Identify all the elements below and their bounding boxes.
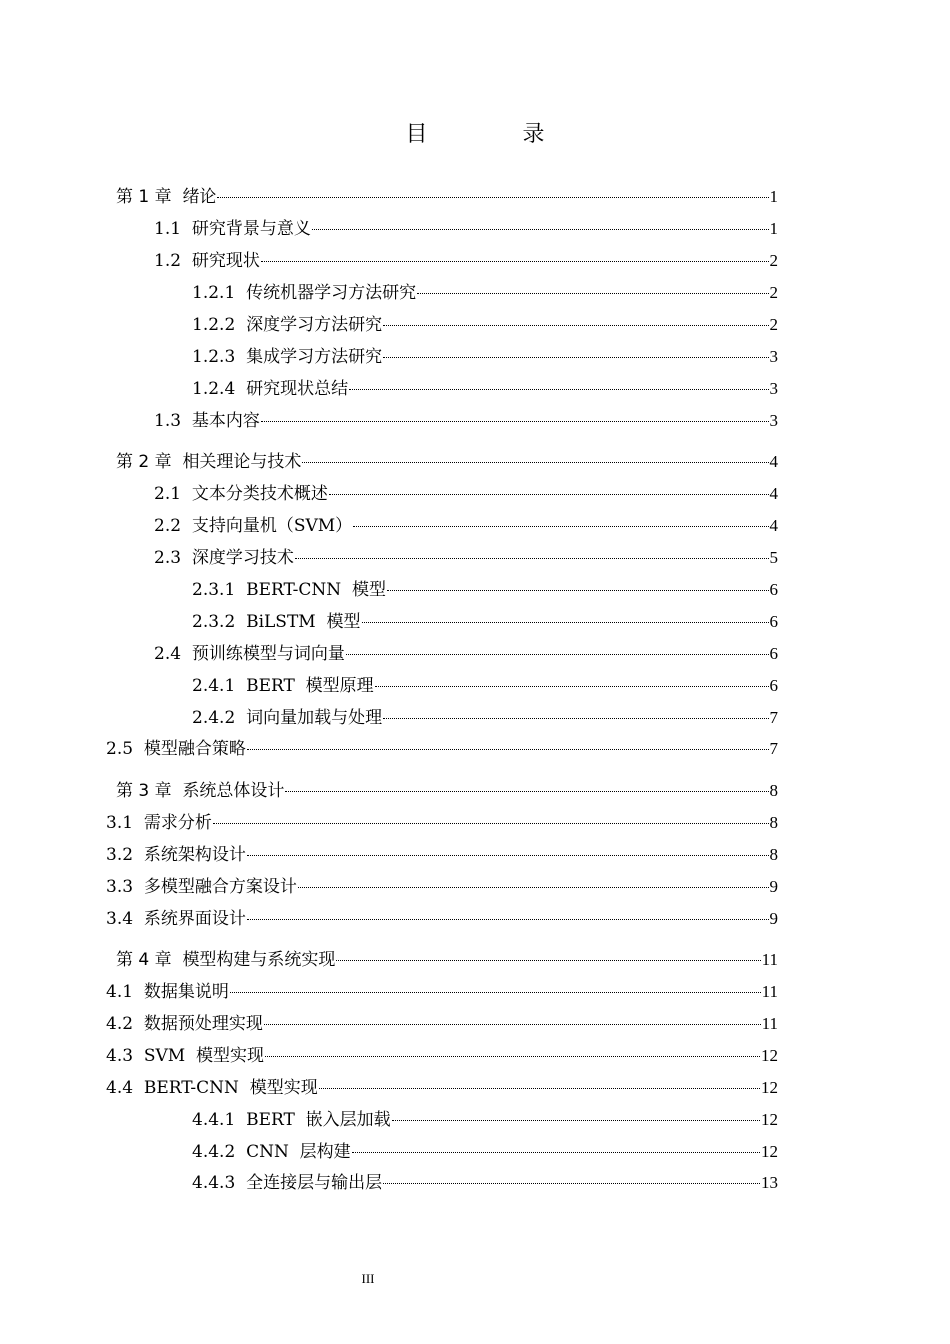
- toc-entry-page: 2: [769, 283, 778, 302]
- toc-entry-page: 11: [761, 1014, 778, 1033]
- toc-entry-page: 7: [769, 708, 778, 727]
- toc-entry-page: 4: [769, 484, 778, 503]
- toc-entry-label: [154, 546, 294, 570]
- toc-entry-label: [154, 642, 345, 666]
- toc-entry-text: 传统机器学习方法研究: [246, 283, 417, 303]
- toc-entry-text: 相关理论与技术: [182, 452, 302, 472]
- toc-entry-number: 2.5: [106, 739, 144, 759]
- toc-entry-text: 词向量加载与处理: [246, 708, 383, 728]
- dot-leader: [387, 590, 769, 591]
- toc-entry-number: 2.4: [154, 644, 192, 664]
- toc-entry-label: [154, 217, 311, 241]
- toc-entry-number: 2.4.2: [192, 708, 247, 728]
- toc-entry-text: 深度学习方法研究: [246, 315, 383, 335]
- toc-entry-label: [192, 1108, 391, 1132]
- toc-entry-page: 8: [769, 845, 778, 864]
- toc-entry[interactable]: [106, 1044, 778, 1068]
- toc-entry-number: 4.4.3: [192, 1173, 247, 1193]
- dot-leader: [329, 494, 769, 495]
- dot-leader: [247, 855, 769, 856]
- toc-entry-page: 2: [769, 315, 778, 334]
- toc-entry-number: 3.2: [106, 845, 144, 865]
- toc-entry-page: 4: [769, 516, 778, 535]
- toc-entry-label: [192, 674, 374, 698]
- dot-leader: [302, 462, 768, 463]
- toc-entry-page: 5: [769, 548, 778, 567]
- toc-entry[interactable]: [116, 185, 778, 209]
- toc-entry-page: 1: [769, 187, 778, 206]
- toc-entry-label: [192, 1140, 351, 1164]
- toc-entry-page: 3: [769, 379, 778, 398]
- toc-entry[interactable]: [116, 450, 778, 474]
- toc-entry[interactable]: [106, 907, 778, 931]
- toc-entry[interactable]: [154, 482, 778, 506]
- toc-entry[interactable]: [192, 313, 778, 337]
- dot-leader: [312, 229, 769, 230]
- toc-entry-text: 全连接层与输出层: [246, 1173, 383, 1193]
- dot-leader: [349, 389, 768, 390]
- toc-entry-page: 12: [761, 1078, 778, 1097]
- toc-entry-page: 6: [769, 676, 778, 695]
- dot-leader: [213, 823, 769, 824]
- dot-leader: [261, 421, 769, 422]
- toc-entry[interactable]: [106, 1076, 778, 1100]
- toc-entry-number: 第 2 章: [116, 452, 183, 472]
- toc-entry-number: 1.2.1: [192, 283, 247, 303]
- toc-entry[interactable]: [192, 578, 778, 602]
- toc-entry-number: 4.1: [106, 982, 144, 1002]
- toc-entry-number: 3.1: [106, 813, 144, 833]
- toc-entry-page: 7: [769, 739, 778, 758]
- dot-leader: [383, 718, 768, 719]
- toc-entry-label: [192, 377, 348, 401]
- toc-entry-number: 1.2: [154, 251, 192, 271]
- toc-entry-text: BERT 模型原理: [246, 676, 374, 696]
- toc-entry-page: 9: [769, 909, 778, 928]
- dot-leader: [383, 357, 768, 358]
- toc-entry-text: 研究背景与意义: [191, 219, 311, 239]
- toc-entry-text: BiLSTM 模型: [246, 612, 361, 632]
- toc-entry-number: 第 1 章: [116, 187, 183, 207]
- page-number: III: [361, 1271, 375, 1286]
- dot-leader: [383, 325, 768, 326]
- toc-entry[interactable]: [106, 1012, 778, 1036]
- toc-entry[interactable]: [154, 642, 778, 666]
- dot-leader: [247, 919, 769, 920]
- toc-entry-number: 第 4 章: [116, 950, 183, 970]
- toc-entry-page: 11: [761, 950, 778, 969]
- toc-entry-page: 6: [769, 612, 778, 631]
- toc-entry-page: 6: [769, 580, 778, 599]
- toc-entry-text: 模型构建与系统实现: [182, 950, 336, 970]
- toc-entry-label: [116, 185, 216, 209]
- toc-entry-number: 2.3.1: [192, 580, 247, 600]
- toc-entry-page: 12: [761, 1142, 778, 1161]
- toc-entry[interactable]: [106, 737, 778, 761]
- dot-leader: [230, 992, 761, 993]
- toc-entry-number: 1.1: [154, 219, 192, 239]
- toc-entry-label: [192, 578, 386, 602]
- toc-entry-number: 2.3: [154, 548, 192, 568]
- toc-entry[interactable]: [106, 843, 778, 867]
- toc-entry-page: 4: [769, 452, 778, 471]
- toc-entry-number: 2.2: [154, 516, 192, 536]
- toc-entry-number: 3.4: [106, 909, 144, 929]
- toc-entry-label: [106, 737, 246, 761]
- dot-leader: [336, 960, 760, 961]
- toc-entry-page: 2: [769, 251, 778, 270]
- toc-entry-page: 1: [769, 219, 778, 238]
- toc-entry-number: 4.4.2: [192, 1142, 247, 1162]
- toc-entry[interactable]: [154, 546, 778, 570]
- dot-leader: [298, 887, 769, 888]
- toc-entry[interactable]: [192, 1140, 778, 1164]
- dot-leader: [295, 558, 769, 559]
- toc-entry-number: 1.2.2: [192, 315, 247, 335]
- toc-entry[interactable]: [106, 980, 778, 1004]
- toc-entry-label: [106, 811, 212, 835]
- toc-entry-number: 2.3.2: [192, 612, 247, 632]
- toc-entry[interactable]: [154, 249, 778, 273]
- toc-entry-number: 2.1: [154, 484, 192, 504]
- toc-entry-number: 4.4: [106, 1078, 144, 1098]
- toc-entry-label: [106, 907, 246, 931]
- toc-entry-label: [106, 1044, 264, 1068]
- toc-entry[interactable]: [106, 811, 778, 835]
- toc-entry-text: SVM 模型实现: [143, 1046, 264, 1066]
- toc-entry-page: 3: [769, 347, 778, 366]
- toc-entry-text: 研究现状: [191, 251, 260, 271]
- toc-entry-label: [192, 610, 361, 634]
- dot-leader: [264, 1024, 761, 1025]
- toc-entry-label: [154, 514, 352, 538]
- dot-leader: [383, 1183, 760, 1184]
- toc-entry-number: 2.4.1: [192, 676, 247, 696]
- toc-entry-label: [192, 313, 382, 337]
- toc-entry-text: BERT-CNN 模型实现: [143, 1078, 318, 1098]
- toc-entry-page: 6: [769, 644, 778, 663]
- toc-entry[interactable]: [154, 409, 778, 433]
- toc-entry-text: 深度学习技术: [191, 548, 294, 568]
- toc-entry-page: 8: [769, 781, 778, 800]
- toc-entry-text: 数据预处理实现: [143, 1014, 263, 1034]
- toc-entry-text: BERT 嵌入层加载: [246, 1110, 391, 1130]
- toc-entry[interactable]: [116, 948, 778, 972]
- toc-entry[interactable]: [192, 377, 778, 401]
- dot-leader: [362, 622, 769, 623]
- toc-entry-text: 多模型融合方案设计: [143, 877, 297, 897]
- dot-leader: [417, 293, 768, 294]
- toc-entry-text: 研究现状总结: [246, 379, 349, 399]
- toc-entry[interactable]: [192, 706, 778, 730]
- toc-entry-text: 预训练模型与词向量: [191, 644, 345, 664]
- toc-entry-label: [106, 843, 246, 867]
- toc-entry-label: [106, 875, 297, 899]
- toc-entry-text: 需求分析: [143, 813, 212, 833]
- toc-entry-number: 1.2.4: [192, 379, 247, 399]
- dot-leader: [217, 197, 768, 198]
- toc-entry-label: [116, 450, 301, 474]
- toc-entry-number: 3.3: [106, 877, 144, 897]
- toc-entry-text: 数据集说明: [143, 982, 229, 1002]
- dot-leader: [261, 261, 769, 262]
- toc-entry-text: 系统架构设计: [143, 845, 246, 865]
- toc-entry-label: [116, 779, 284, 803]
- dot-leader: [375, 686, 769, 687]
- toc-entry-text: CNN 层构建: [246, 1142, 351, 1162]
- toc-entry-page: 13: [761, 1173, 778, 1192]
- dot-leader: [247, 749, 769, 750]
- dot-leader: [353, 526, 768, 527]
- dot-leader: [319, 1088, 760, 1089]
- toc-entry-text: 支持向量机（SVM）: [191, 516, 353, 536]
- toc-entry-number: 1.3: [154, 411, 192, 431]
- toc-entry-label: [192, 345, 382, 369]
- toc-entry-page: 3: [769, 411, 778, 430]
- toc-entry-number: 4.4.1: [192, 1110, 247, 1130]
- toc-entry-text: 基本内容: [191, 411, 260, 431]
- toc-entry-number: 4.3: [106, 1046, 144, 1066]
- toc-entry-label: [106, 1076, 318, 1100]
- toc-entry-label: [192, 1171, 382, 1195]
- toc-entry[interactable]: [116, 779, 778, 803]
- toc-entry-page: 12: [761, 1110, 778, 1129]
- dot-leader: [352, 1152, 760, 1153]
- toc-title: 目 录: [405, 122, 589, 147]
- toc-entry-label: [116, 948, 335, 972]
- toc-entry-page: 12: [761, 1046, 778, 1065]
- toc-entry-number: 1.2.3: [192, 347, 247, 367]
- toc-entry-label: [154, 249, 260, 273]
- toc-entry-label: [192, 281, 416, 305]
- toc-entry-text: 集成学习方法研究: [246, 347, 383, 367]
- toc-entry-text: 模型融合策略: [143, 739, 246, 759]
- toc-entry-label: [154, 482, 328, 506]
- toc-entry-text: 文本分类技术概述: [191, 484, 328, 504]
- toc-entry-label: [106, 1012, 263, 1036]
- toc-entry[interactable]: [192, 345, 778, 369]
- toc-entry[interactable]: [192, 1108, 778, 1132]
- toc-entry[interactable]: [192, 610, 778, 634]
- toc-entry[interactable]: [154, 217, 778, 241]
- toc-entry-number: 第 3 章: [116, 781, 183, 801]
- toc-entry-label: [106, 980, 229, 1004]
- dot-leader: [346, 654, 769, 655]
- toc-entry-text: 系统总体设计: [182, 781, 285, 801]
- toc-entry[interactable]: [106, 875, 778, 899]
- toc-entry[interactable]: [192, 1171, 778, 1195]
- toc-entry-page: 8: [769, 813, 778, 832]
- toc-entry-page: 11: [761, 982, 778, 1001]
- toc-entry-label: [192, 706, 382, 730]
- dot-leader: [285, 791, 768, 792]
- toc-entry-number: 4.2: [106, 1014, 144, 1034]
- dot-leader: [392, 1120, 760, 1121]
- toc-entry[interactable]: [192, 674, 778, 698]
- toc-entry-page: 9: [769, 877, 778, 896]
- toc-entry-label: [154, 409, 260, 433]
- toc-entry-text: 绪论: [182, 187, 217, 207]
- toc-entry-text: 系统界面设计: [143, 909, 246, 929]
- toc-entry[interactable]: [192, 281, 778, 305]
- dot-leader: [265, 1056, 760, 1057]
- toc-entry[interactable]: [154, 514, 778, 538]
- toc-entry-text: BERT-CNN 模型: [246, 580, 386, 600]
